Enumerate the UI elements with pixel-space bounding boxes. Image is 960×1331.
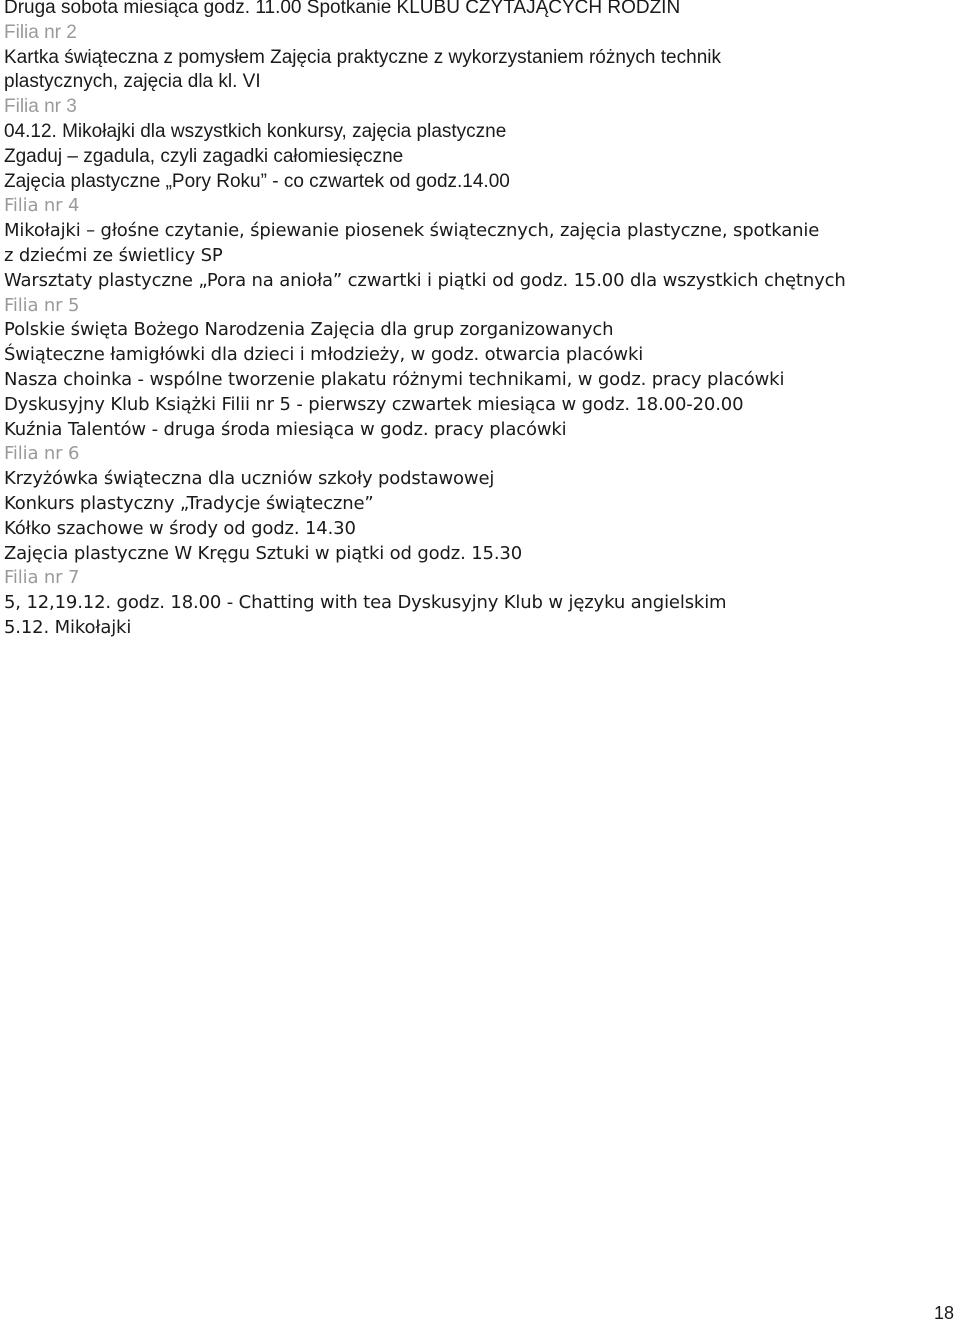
- event-line: Mikołajki – głośne czytanie, śpiewanie piosenek świątecznych, zajęcia plastyczne, spotkanie: [4, 220, 820, 242]
- event-line: plastycznych, zajęcia dla kl. VI: [4, 71, 261, 93]
- event-line: Nasza choinka - wspólne tworzenie plakatu różnymi technikami, w godz. pracy placówki: [4, 368, 785, 390]
- event-line: Kuźnia Talentów - druga środa miesiąca w godz. pracy placówki: [4, 418, 567, 440]
- event-line: Świąteczne łamigłówki dla dzieci i młodzieży, w godz. otwarcia placówki: [4, 344, 644, 366]
- event-line: 04.12. Mikołajki dla wszystkich konkursy, zajęcia plastyczne: [4, 120, 507, 142]
- branch-heading: Filia nr 4: [4, 195, 80, 217]
- document-body: [4, 0, 954, 641]
- branch-heading: Filia nr 3: [4, 96, 77, 118]
- event-line: Polskie święta Bożego Narodzenia Zajęcia dla grup zorganizowanych: [4, 319, 614, 341]
- branch-heading: Filia nr 7: [4, 567, 80, 589]
- branch-heading: Filia nr 5: [4, 294, 80, 316]
- event-line: 5.12. Mikołajki: [4, 616, 132, 638]
- branch-heading: Filia nr 6: [4, 443, 80, 465]
- event-line: Dyskusyjny Klub Książki Filii nr 5 - pierwszy czwartek miesiąca w godz. 18.00-20.00: [4, 393, 744, 415]
- event-line: Zajęcia plastyczne „Pory Roku” - co czwartek od godz.14.00: [4, 170, 510, 192]
- page-number: 18: [933, 1303, 954, 1323]
- event-line: Kartka świąteczna z pomysłem Zajęcia praktyczne z wykorzystaniem różnych technik: [4, 46, 721, 68]
- event-line: z dziećmi ze świetlicy SP: [4, 244, 223, 266]
- event-line: 5, 12,19.12. godz. 18.00 - Chatting with tea Dyskusyjny Klub w języku angielskim: [4, 592, 727, 614]
- branch-heading: Filia nr 2: [4, 21, 77, 43]
- event-line: Krzyżówka świąteczna dla uczniów szkoły podstawowej: [4, 468, 495, 490]
- event-line: Konkurs plastyczny „Tradycje świąteczne”: [4, 492, 374, 514]
- event-line: Kółko szachowe w środy od godz. 14.30: [4, 517, 356, 539]
- event-line: Zajęcia plastyczne W Kręgu Sztuki w piątki od godz. 15.30: [4, 542, 523, 564]
- event-line: Warsztaty plastyczne „Pora na anioła” czwartki i piątki od godz. 15.00 dla wszystkich chętnych: [4, 269, 846, 291]
- event-line: Zgaduj – zgadula, czyli zagadki całomiesięczne: [4, 145, 404, 167]
- event-line: Druga sobota miesiąca godz. 11.00 Spotkanie KLUBU CZYTAJĄCYCH RODZIN: [4, 0, 681, 18]
